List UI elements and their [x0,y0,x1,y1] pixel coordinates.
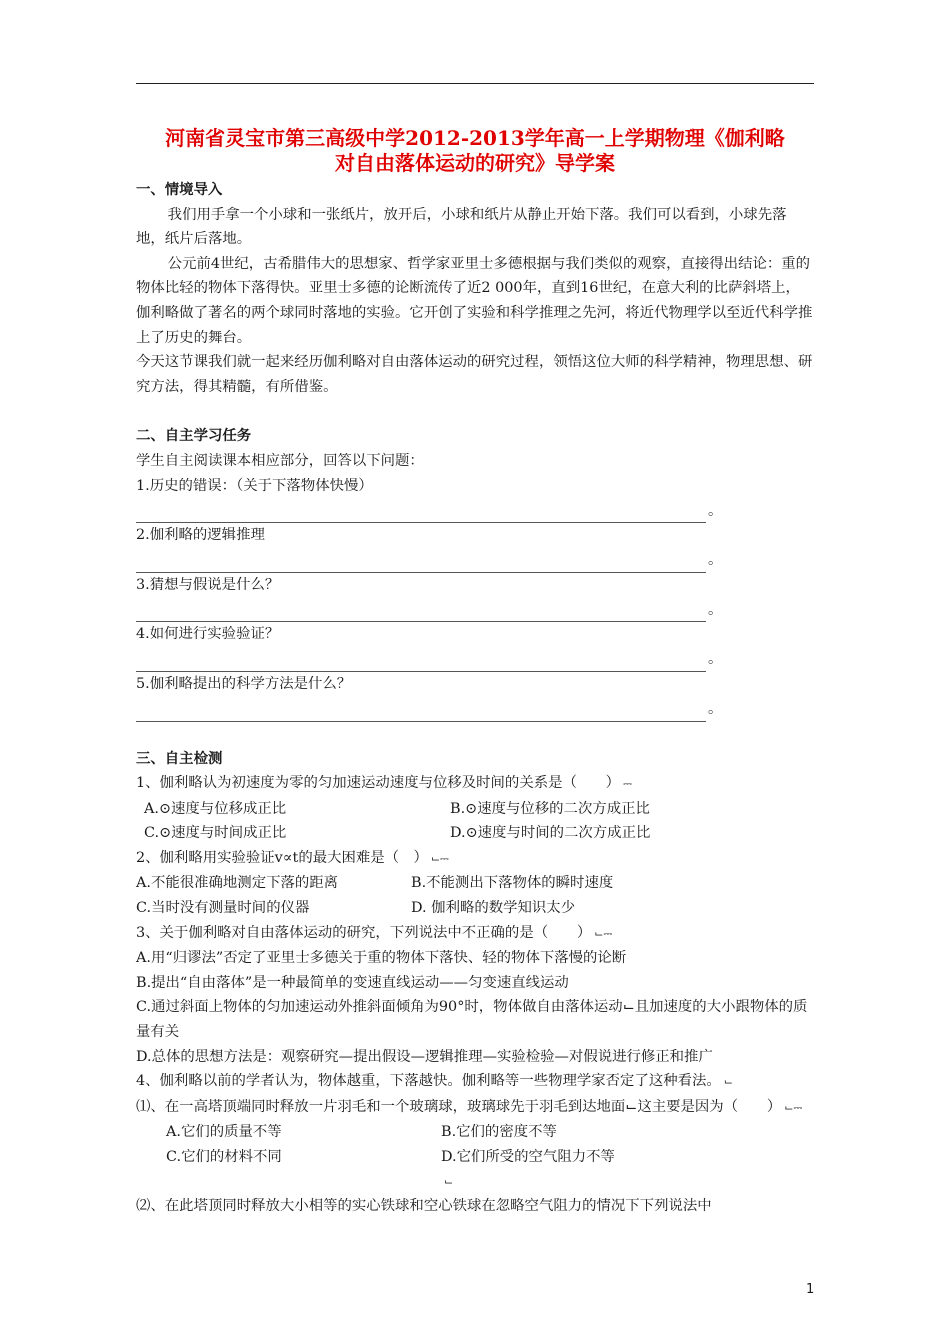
answer-line-3[interactable]: 。 [136,597,814,622]
quiz-2-option-a: A.不能很准确地测定下落的距离 [136,875,339,892]
section-heading-self-check: 三、自主检测 [136,750,223,767]
quiz-4-subquestion-2: ⑵、在此塔顶同时释放大小相等的实心铁球和空心铁球在忽略空气阻力的情况下下列说法中 [136,1198,712,1215]
quiz-question-4: 4、伽利略以前的学者认为，物体越重，下落越快。伽利略等一些物理学家否定了这种看法。 ⌙ [136,1073,734,1090]
quiz-2-options-row-2 [136,896,814,921]
section-heading-self-study: 二、自主学习任务 [136,428,252,445]
quiz-2-option-c: C.当时没有测量时间的仪器 [136,900,310,917]
self-study-intro: 学生自主阅读课本相应部分，回答以下问题： [136,452,424,469]
quiz-2-options-row-1 [136,871,814,896]
quiz-4-option-d: D.它们所受的空气阻力不等 [441,1149,615,1165]
header-rule [136,83,814,84]
quiz-3-option-a: A.用“归谬法”否定了亚里士多德关于重的物体下落快、轻的物体下落慢的论断 [136,950,627,967]
quiz-4-option-a: A.它们的质量不等 [166,1124,282,1141]
self-study-question-3: 3.猜想与假说是什么？ [136,576,280,593]
title-line-1: 河南省灵宝市第三高级中学2012-2013学年高一上学期物理《伽利略 [165,126,785,150]
quiz-1-options-row-2 [136,821,814,846]
self-study-question-4: 4.如何进行实验验证？ [136,626,280,643]
answer-line-1[interactable]: 。 [136,498,814,523]
anchor-mark-icon: ⎓ [623,777,632,791]
answer-line-5[interactable]: 。 [136,697,814,722]
anchor-mark-icon: ⌙⎓ [784,1100,803,1114]
title-line-2: 对自由落体运动的研究》导学案 [335,151,615,175]
quiz-question-3: 3、关于伽利略对自由落体运动的研究，下列说法中不正确的是（ ） ⌙⎓ [136,924,613,941]
quiz-3-option-d: D.总体的思想方法是：观察研究—提出假设—逻辑推理—实验检验—对假说进行修正和推广 [136,1048,713,1065]
worksheet-content [136,126,814,1219]
intro-paragraph-2: 公元前4世纪，古希腊伟大的思想家、哲学家亚里士多德根据与我们类似的观察，直接得出结论：重的物体比轻的物体下落得快。亚里士多德的论断流传了近2 000年，直到16世纪，在意大利的比萨斜塔上，伽利略做了著名的两个球同时落地的实验。它开创了实验和科学推理之先河，将近代物理学以至近代科学推上了历史的舞台。 [136,255,813,346]
answer-line-2[interactable]: 。 [136,548,814,573]
section-heading-intro: 一、情境导入 [136,182,223,198]
anchor-mark-icon: ⌙⎓ [430,851,449,865]
anchor-mark-icon: ⌙⎓ [594,926,613,940]
quiz-2-option-d: D. 伽利略的数学知识太少 [411,900,576,917]
intro-paragraph-1: 我们用手拿一个小球和一张纸片，放开后，小球和纸片从静止开始下落。我们可以看到，小球先落地，纸片后落地。 [136,206,787,248]
quiz-1-option-c: C.⊙速度与时间成正比 [144,825,287,842]
anchor-mark-icon: ⌙ [444,1174,454,1188]
quiz-3-option-c: C.通过斜面上物体的匀加速运动外推斜面倾角为90°时，物体做自由落体运动⌙且加速度的大小跟物体的质量有关 [136,999,808,1041]
quiz-4-option-c: C.它们的材料不同 [166,1149,282,1165]
quiz-1-option-d: D.⊙速度与时间的二次方成正比 [450,825,651,842]
self-study-question-2: 2.伽利略的逻辑推理 [136,527,265,544]
quiz-4-subquestion-1: ⑴、在一高塔顶端同时释放一片羽毛和一个玻璃球，玻璃球先于羽毛到达地面⌙这主要是因为（ ） ⌙⎓ [136,1098,803,1115]
quiz-1-options-row-1 [136,797,814,822]
intro-paragraph-3: 今天这节课我们就一起来经历伽利略对自由落体运动的研究过程，领悟这位大师的科学精神，物理思想、研究方法，得其精髓，有所借鉴。 [136,354,813,395]
page-number: 1 [806,1282,815,1297]
worksheet-title [136,126,814,176]
self-study-question-1: 1.历史的错误：（关于下落物体快慢） [136,477,373,494]
quiz-1-option-a: A.⊙速度与位移成正比 [144,800,287,817]
answer-line-4[interactable]: 。 [136,647,814,672]
quiz-question-2: 2、伽利略用实验验证v∝t的最大困难是（ ） ⌙⎓ [136,849,449,866]
self-study-question-5: 5.伽利略提出的科学方法是什么？ [136,675,352,692]
quiz-2-option-b: B.不能测出下落物体的瞬时速度 [411,875,614,892]
quiz-3-option-b: B.提出“自由落体”是一种最简单的变速直线运动——匀变速直线运动 [136,974,569,991]
quiz-4-options-row-1 [136,1120,814,1145]
quiz-4-option-b: B.它们的密度不等 [441,1124,557,1141]
quiz-4-options-row-2 [136,1145,814,1194]
quiz-1-option-b: B.⊙速度与位移的二次方成正比 [450,800,650,817]
anchor-mark-icon: ⌙ [723,1075,734,1089]
quiz-question-1: 1、伽利略认为初速度为零的匀加速运动速度与位移及时间的关系是（ ） ⎓ [136,775,632,792]
